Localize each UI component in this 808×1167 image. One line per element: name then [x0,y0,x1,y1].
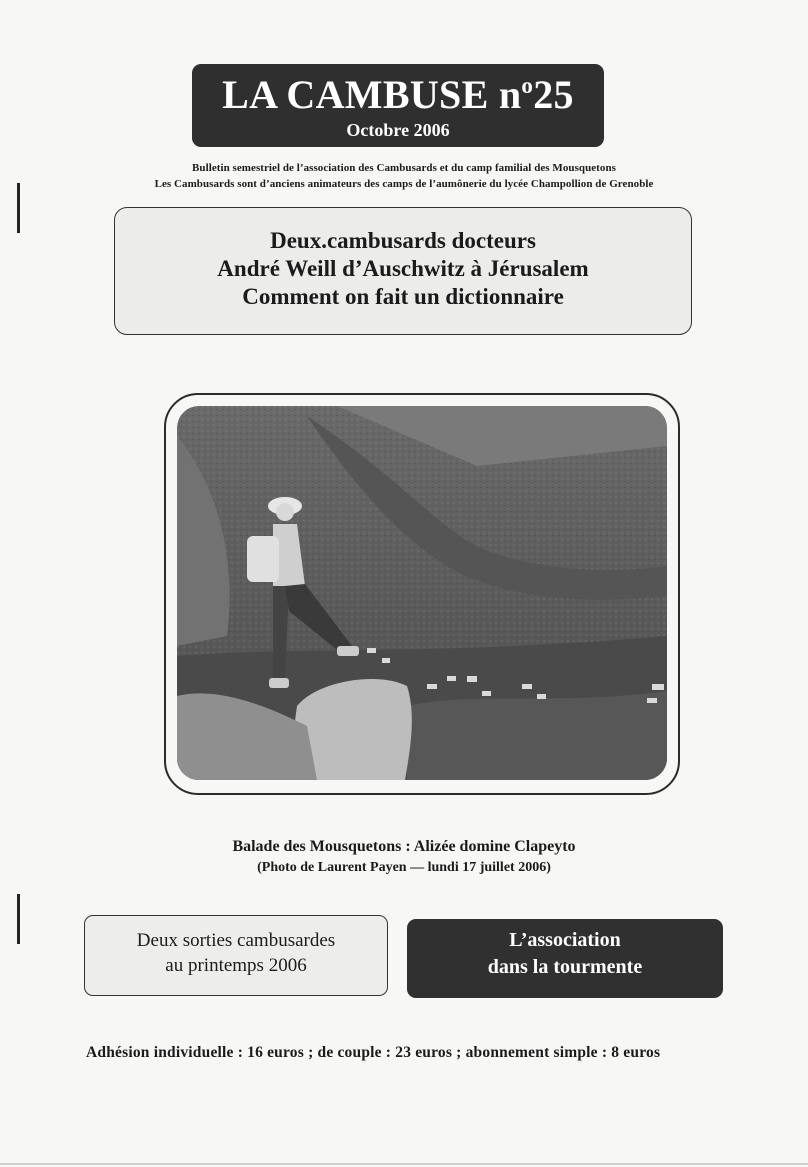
masthead-title [192,71,604,118]
feature-box-outings [84,915,388,996]
binding-mark-bottom [17,894,20,944]
feature-box-outings-line-2: au printemps 2006 [165,955,307,976]
subtitle-line-2: Les Cambusards sont d’anciens animateurs des camps de l’aumônerie du lycée Champollion de Grenoble [154,178,654,190]
headline-box [114,207,692,335]
masthead-title-text: LA CAMBUSE n [222,72,522,117]
feature-box-outings-line-1: Deux sorties cambusardes [136,930,336,951]
mountain-hiker-photo [177,406,667,780]
masthead-number-sup: o [521,73,534,98]
masthead [192,64,604,147]
headline-2: André Weill d’Auschwitz à Jérusalem [217,256,589,281]
cover-photo [177,406,667,780]
feature-box-association-line-2: dans la tourmente [487,956,643,978]
feature-box-association [407,919,723,998]
issue-date: Octobre 2006 [346,120,450,140]
page-edge [0,1163,808,1165]
membership-fees: Adhésion individuelle : 16 euros ; de couple : 23 euros ; abonnement simple : 8 euros [86,1044,661,1061]
feature-box-association-line-1: L’association [509,929,621,951]
photo-caption: Balade des Mousquetons : Alizée domine Clapeyto [232,838,576,855]
photo-credit: (Photo de Laurent Payen — lundi 17 juillet 2006) [257,860,551,875]
masthead-number: 25 [533,72,574,117]
headline-3: Comment on fait un dictionnaire [242,284,564,309]
headline-1: Deux.cambusards docteurs [270,228,536,253]
subtitle-line-1: Bulletin semestriel de l’association des Cambusards et du camp familial des Mousquetons [192,162,616,174]
binding-mark-top [17,183,20,233]
